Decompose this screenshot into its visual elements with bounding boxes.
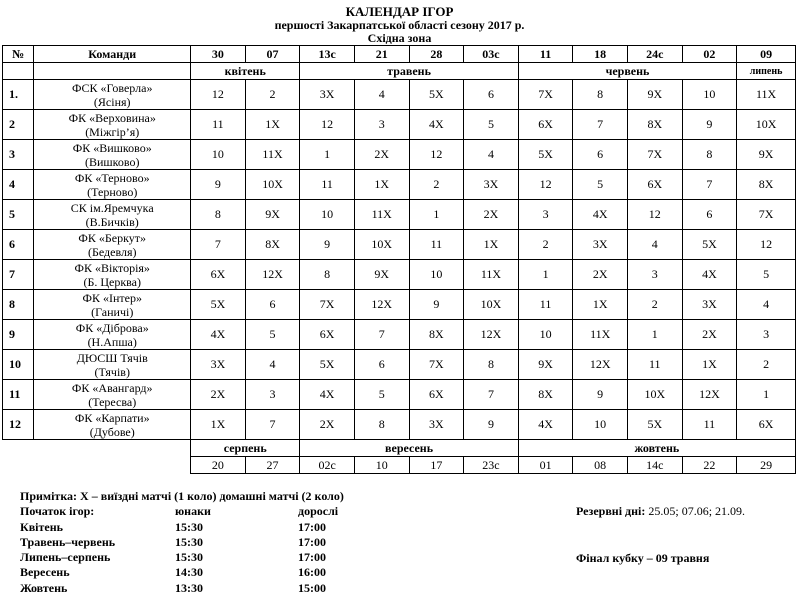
game-cell: 11 (300, 170, 355, 200)
game-cell: 7Х (627, 140, 682, 170)
game-cell: 4 (464, 140, 519, 170)
schedule-period: Вересень (20, 565, 70, 580)
schedule-youth-time: 15:30 (175, 534, 203, 549)
game-cell: 6Х (409, 380, 464, 410)
game-cell: 4Х (300, 380, 355, 410)
month-label: серпень (191, 440, 300, 457)
game-cell: 5Х (627, 410, 682, 440)
game-cell: 9 (191, 170, 246, 200)
game-cell: 8Х (245, 230, 300, 260)
schedule-adult-time: 15:00 (298, 580, 326, 595)
zone-title: Східна зона (367, 31, 432, 45)
game-cell: 10Х (737, 110, 796, 140)
team-cell (34, 410, 191, 440)
game-cell: 5Х (682, 230, 737, 260)
game-cell: 9Х (737, 140, 796, 170)
game-cell: 10 (573, 410, 628, 440)
game-cell: 7 (245, 410, 300, 440)
team-name: ФК «Верховина» (68, 110, 156, 125)
game-cell: 9 (573, 380, 628, 410)
table-row (3, 290, 796, 320)
date-header: 18 (573, 46, 628, 63)
game-cell: 6Х (737, 410, 796, 440)
game-cell: 2Х (354, 140, 409, 170)
schedule-period: Жовтень (20, 580, 68, 595)
game-cell: 10 (300, 200, 355, 230)
game-cell: 3Х (464, 170, 519, 200)
game-cell: 11 (627, 350, 682, 380)
date-header: 24с (627, 46, 682, 63)
game-cell: 7Х (737, 200, 796, 230)
game-cell: 4 (354, 80, 409, 110)
game-cell: 11Х (245, 140, 300, 170)
team-town: (В.Бичків) (85, 214, 139, 229)
game-cell: 9 (409, 290, 464, 320)
game-cell: 11Х (573, 320, 628, 350)
game-cell: 8 (573, 80, 628, 110)
game-cell: 2Х (682, 320, 737, 350)
game-cell: 6Х (627, 170, 682, 200)
game-cell: 10Х (627, 380, 682, 410)
game-cell: 9 (464, 410, 519, 440)
date-footer: 08 (573, 457, 628, 474)
game-cell: 1Х (245, 110, 300, 140)
team-number: 5 (3, 200, 34, 230)
game-cell: 7Х (518, 80, 573, 110)
game-cell: 6 (464, 80, 519, 110)
game-cell: 2Х (191, 380, 246, 410)
team-town: (Дубове) (89, 424, 135, 439)
schedule-period: Липень–серпень (20, 550, 111, 565)
team-name: ФСК «Говерла» (72, 80, 153, 95)
game-cell: 12 (737, 230, 796, 260)
schedule-adult-time: 17:00 (298, 550, 326, 565)
team-name: ФК «Діброва» (75, 320, 149, 335)
empty-cell (3, 63, 34, 80)
game-cell: 12 (518, 170, 573, 200)
table-row (3, 260, 796, 290)
schedule-period: Квітень (20, 519, 63, 534)
date-footer: 14с (627, 457, 682, 474)
team-town: (Тересва) (88, 394, 137, 409)
game-cell: 9Х (245, 200, 300, 230)
game-cell: 12Х (682, 380, 737, 410)
team-cell (34, 350, 191, 380)
team-name: ФК «Вікторія» (74, 260, 150, 275)
game-cell: 10 (518, 320, 573, 350)
team-cell (34, 320, 191, 350)
date-header: 03с (464, 46, 519, 63)
notes-block (20, 489, 344, 596)
game-cell: 1 (409, 200, 464, 230)
table-row (3, 410, 796, 440)
team-cell (34, 200, 191, 230)
game-cell: 1Х (191, 410, 246, 440)
game-cell: 11 (409, 230, 464, 260)
date-footer: 17 (409, 457, 464, 474)
table-row (3, 380, 796, 410)
game-cell: 10 (191, 140, 246, 170)
team-cell (34, 110, 191, 140)
game-cell: 2Х (573, 260, 628, 290)
fixtures-table (2, 45, 796, 474)
game-cell: 1 (518, 260, 573, 290)
game-cell: 12Х (245, 260, 300, 290)
game-cell: 1 (627, 320, 682, 350)
game-cell: 11 (682, 410, 737, 440)
game-cell: 5Х (191, 290, 246, 320)
empty-cell (34, 63, 191, 80)
game-cell: 5 (245, 320, 300, 350)
game-cell: 3Х (191, 350, 246, 380)
game-cell: 5 (573, 170, 628, 200)
team-name: СК ім.Яремчука (70, 200, 154, 215)
team-town: (Вишково) (84, 154, 140, 169)
schedule-adult-time: 16:00 (298, 565, 326, 580)
game-cell: 4Х (573, 200, 628, 230)
schedule-row (20, 520, 344, 535)
team-number: 1. (3, 80, 34, 110)
game-cell: 2Х (300, 410, 355, 440)
team-name: ДЮСШ Тячів (76, 350, 148, 365)
game-cell: 12 (627, 200, 682, 230)
game-cell: 12 (300, 110, 355, 140)
game-cell: 12Х (573, 350, 628, 380)
game-cell: 7Х (300, 290, 355, 320)
page-title: КАЛЕНДАР ІГОР (345, 4, 454, 19)
team-town: (Ясіня) (93, 94, 131, 109)
team-name: ФК «Вишково» (72, 140, 152, 155)
game-cell: 9Х (627, 80, 682, 110)
team-number: 12 (3, 410, 34, 440)
game-cell: 6 (682, 200, 737, 230)
game-cell: 4 (245, 350, 300, 380)
team-number: 7 (3, 260, 34, 290)
month-label: вересень (300, 440, 518, 457)
game-cell: 4Х (191, 320, 246, 350)
team-number: 11 (3, 380, 34, 410)
game-cell: 8Х (737, 170, 796, 200)
game-cell: 6Х (191, 260, 246, 290)
game-cell: 6 (354, 350, 409, 380)
game-cell: 4Х (518, 410, 573, 440)
team-number: 6 (3, 230, 34, 260)
game-cell: 12 (191, 80, 246, 110)
game-cell: 5Х (518, 140, 573, 170)
game-cell: 2 (518, 230, 573, 260)
game-cell: 6Х (300, 320, 355, 350)
game-cell: 5Х (409, 80, 464, 110)
game-cell: 1 (300, 140, 355, 170)
team-cell (34, 170, 191, 200)
game-cell: 6 (245, 290, 300, 320)
game-cell: 7 (573, 110, 628, 140)
start-times-header (20, 504, 344, 519)
game-cell: 7 (682, 170, 737, 200)
game-cell: 11 (518, 290, 573, 320)
game-cell: 10Х (354, 230, 409, 260)
date-header: 21 (354, 46, 409, 63)
game-cell: 8Х (627, 110, 682, 140)
month-label: жовтень (518, 440, 795, 457)
table-row (3, 350, 796, 380)
date-header: 07 (245, 46, 300, 63)
footer-month-row (3, 440, 796, 457)
date-header: 11 (518, 46, 573, 63)
game-cell: 9Х (354, 260, 409, 290)
date-header: 09 (737, 46, 796, 63)
team-number: 9 (3, 320, 34, 350)
schedule-youth-time: 13:30 (175, 580, 203, 595)
date-header: 30 (191, 46, 246, 63)
team-town: (Тячів) (94, 364, 130, 379)
game-cell: 3 (627, 260, 682, 290)
team-town: (Міжгір’я) (85, 124, 140, 139)
table-row (3, 170, 796, 200)
schedule-period: Травень–червень (20, 534, 116, 549)
game-cell: 1Х (464, 230, 519, 260)
game-cell: 4 (627, 230, 682, 260)
game-cell: 2Х (464, 200, 519, 230)
team-number: 10 (3, 350, 34, 380)
team-number: 3 (3, 140, 34, 170)
game-cell: 11Х (737, 80, 796, 110)
month-row (3, 63, 796, 80)
month-label: травень (300, 63, 518, 80)
game-cell: 2 (627, 290, 682, 320)
date-header: 02 (682, 46, 737, 63)
game-cell: 9Х (518, 350, 573, 380)
game-cell: 8 (300, 260, 355, 290)
date-header: 13с (300, 46, 355, 63)
game-cell: 3Х (573, 230, 628, 260)
empty-cell (3, 457, 191, 474)
team-cell (34, 290, 191, 320)
game-cell: 1 (737, 380, 796, 410)
reserve-label: Резервні дні: (576, 504, 646, 518)
table-row (3, 80, 796, 110)
game-cell: 3 (737, 320, 796, 350)
game-cell: 1Х (573, 290, 628, 320)
game-cell: 7Х (409, 350, 464, 380)
table-row (3, 230, 796, 260)
game-cell: 1Х (682, 350, 737, 380)
team-cell (34, 140, 191, 170)
start-label: Початок ігор: (20, 504, 95, 519)
team-town: (Бедевля) (87, 244, 137, 259)
game-cell: 9 (682, 110, 737, 140)
game-cell: 6Х (518, 110, 573, 140)
table-row (3, 140, 796, 170)
team-number: 8 (3, 290, 34, 320)
cup-final: Фінал кубку – 09 травня (576, 551, 710, 565)
game-cell: 5Х (300, 350, 355, 380)
game-cell: 7 (191, 230, 246, 260)
team-name: ФК «Інтер» (82, 290, 142, 305)
game-cell: 8Х (409, 320, 464, 350)
game-cell: 10Х (464, 290, 519, 320)
date-footer: 02с (300, 457, 355, 474)
game-cell: 12Х (464, 320, 519, 350)
game-cell: 5 (737, 260, 796, 290)
month-label: квітень (191, 63, 300, 80)
team-cell (34, 230, 191, 260)
game-cell: 8 (464, 350, 519, 380)
game-cell: 8 (191, 200, 246, 230)
adult-column-label: дорослі (298, 504, 339, 519)
footer-date-row (3, 457, 796, 474)
game-cell: 4Х (682, 260, 737, 290)
game-cell: 2 (737, 350, 796, 380)
schedule-adult-time: 17:00 (298, 519, 326, 534)
team-town: (Н.Апша) (87, 334, 137, 349)
game-cell: 3Х (409, 410, 464, 440)
game-cell: 8 (354, 410, 409, 440)
game-cell: 12 (409, 140, 464, 170)
team-town: (Б. Церква) (83, 274, 141, 289)
game-cell: 3Х (300, 80, 355, 110)
schedule-row (20, 550, 344, 565)
team-cell (34, 80, 191, 110)
date-footer: 27 (245, 457, 300, 474)
team-town: (Терново) (87, 184, 138, 199)
team-name: ФК «Терново» (74, 170, 150, 185)
game-cell: 4 (737, 290, 796, 320)
schedule-adult-time: 17:00 (298, 534, 326, 549)
reserve-value: 25.05; 07.06; 21.09. (645, 504, 746, 518)
date-footer: 29 (737, 457, 796, 474)
team-number: 2 (3, 110, 34, 140)
table-row (3, 200, 796, 230)
game-cell: 2 (409, 170, 464, 200)
game-cell: 10Х (245, 170, 300, 200)
schedule-youth-time: 14:30 (175, 565, 203, 580)
game-cell: 5 (464, 110, 519, 140)
date-header: 28 (409, 46, 464, 63)
game-cell: 3 (245, 380, 300, 410)
game-cell: 4Х (409, 110, 464, 140)
game-cell: 10 (409, 260, 464, 290)
month-label: липень (737, 63, 796, 80)
game-cell: 11Х (354, 200, 409, 230)
empty-cell (3, 440, 191, 457)
team-name: ФК «Карпати» (74, 410, 150, 425)
month-label: червень (518, 63, 736, 80)
schedule-row (20, 535, 344, 550)
game-cell: 8Х (518, 380, 573, 410)
schedule-row (20, 581, 344, 596)
team-name: ФК «Авангард» (71, 380, 153, 395)
date-footer: 01 (518, 457, 573, 474)
game-cell: 12Х (354, 290, 409, 320)
game-cell: 8 (682, 140, 737, 170)
date-footer: 10 (354, 457, 409, 474)
schedule-row (20, 565, 344, 580)
header-teams: Команди (34, 46, 191, 63)
table-row (3, 320, 796, 350)
game-cell: 1Х (354, 170, 409, 200)
game-cell: 3 (518, 200, 573, 230)
team-name: ФК «Беркут» (78, 230, 147, 245)
team-cell (34, 260, 191, 290)
team-number: 4 (3, 170, 34, 200)
game-cell: 7 (354, 320, 409, 350)
header-num: № (3, 46, 34, 63)
game-cell: 11Х (464, 260, 519, 290)
date-footer: 20 (191, 457, 246, 474)
page-subtitle: першості Закарпатської області сезону 2017 р. (274, 18, 525, 32)
schedule-youth-time: 15:30 (175, 519, 203, 534)
youth-column-label: юнаки (175, 504, 211, 519)
date-footer: 22 (682, 457, 737, 474)
game-cell: 3Х (682, 290, 737, 320)
table-row (3, 110, 796, 140)
game-cell: 5 (354, 380, 409, 410)
game-cell: 2 (245, 80, 300, 110)
game-cell: 7 (464, 380, 519, 410)
legend-note: Примітка: Х – виїздні матчі (1 коло) домашні матчі (2 коло) (20, 489, 344, 503)
date-footer: 23с (464, 457, 519, 474)
game-cell: 9 (300, 230, 355, 260)
team-cell (34, 380, 191, 410)
header-row (3, 46, 796, 63)
game-cell: 3 (354, 110, 409, 140)
game-cell: 11 (191, 110, 246, 140)
team-town: (Ганичі) (91, 304, 134, 319)
game-cell: 10 (682, 80, 737, 110)
game-cell: 6 (573, 140, 628, 170)
schedule-youth-time: 15:30 (175, 550, 203, 565)
reserve-days (576, 504, 745, 519)
